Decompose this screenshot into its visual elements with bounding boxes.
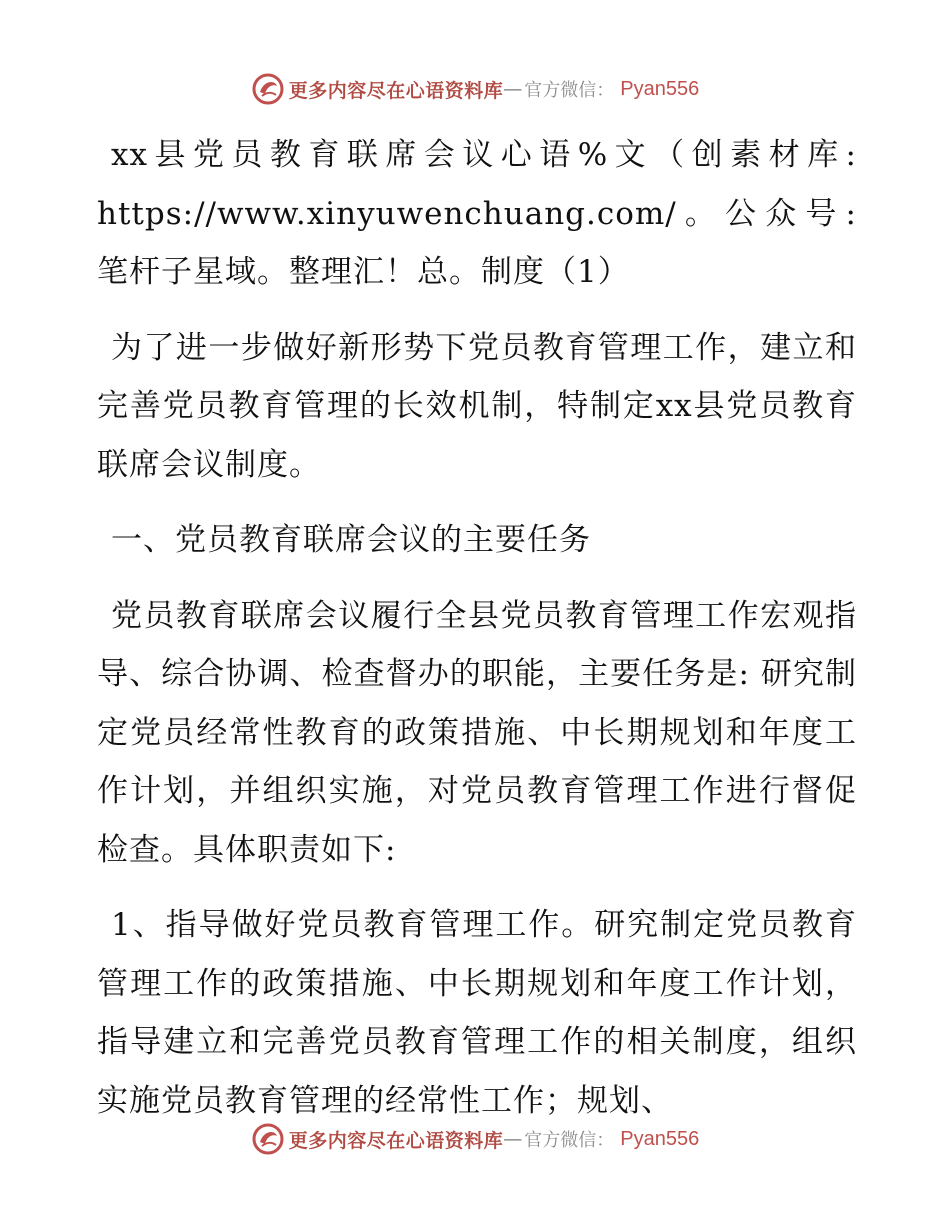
banner-separator: — [503, 78, 523, 100]
red-circle-swirl-icon [251, 1122, 285, 1156]
banner-site-text: 更多内容尽在心语资料库 [288, 79, 504, 102]
red-circle-swirl-icon [251, 72, 285, 106]
intro-paragraph: 为了进一步做好新形势下党员教育管理工作，建立和完善党员教育管理的长效机制，特制定xx县党员教育联席会议制度。 [97, 329, 857, 483]
footer-site-text: 更多内容尽在心语资料库 [288, 1129, 504, 1152]
document-body [97, 126, 857, 1147]
footer-separator: — [503, 1128, 523, 1150]
title-paragraph: xx县党员教育联席会议心语%文（创素材库: https://www.xinyuwenchuang.com/。公众号: 笔杆子星域。整理汇！总。制度（1） [97, 137, 857, 290]
footer-banner [0, 1122, 950, 1156]
footer-wechat-label: 官方微信： [524, 1130, 615, 1151]
footer-wechat-id: Pyan556 [620, 1127, 700, 1150]
section-body: 党员教育联席会议履行全县党员教育管理工作宏观指导、综合协调、检查督办的职能，主要任务是: 研究制定党员经常性教育的政策措施、中长期规划和年度工作计划，并组织实施，对党员教育管理工作进行督促检查。具体职责如下: [97, 597, 857, 868]
banner-wechat-label: 官方微信： [524, 80, 615, 101]
section-heading: 一、党员教育联席会议的主要任务 [111, 522, 591, 558]
header-banner [0, 72, 950, 106]
banner-wechat-id: Pyan556 [620, 77, 700, 100]
item-1-paragraph: 1、指导做好党员教育管理工作。研究制定党员教育管理工作的政策措施、中长期规划和年度工作计划，指导建立和完善党员教育管理工作的相关制度，组织实施党员教育管理的经常性工作；规划、 [97, 907, 857, 1119]
